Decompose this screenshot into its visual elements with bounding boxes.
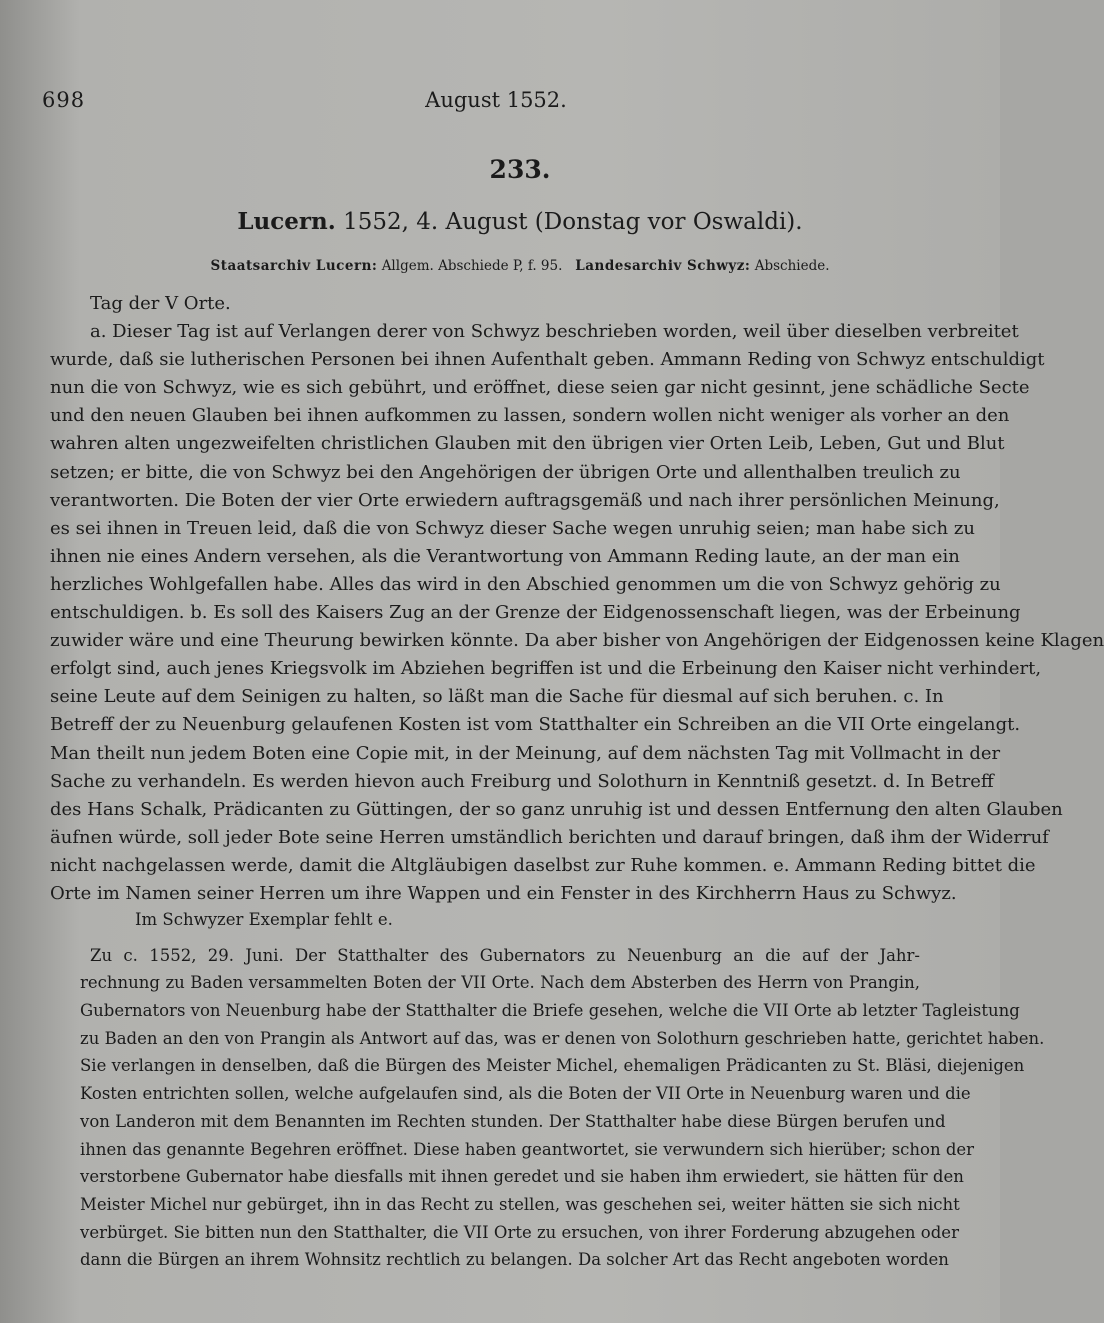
- note-line: zu Baden an den von Prangin als Antwort auf das, was er denen von Solothurn geschrieben hatte, gerichtet haben.: [80, 1028, 1045, 1048]
- text-line: Orte im Namen seiner Herren um ihre Wappen und ein Fenster in des Kirchherrn Haus zu Schwyz.: [50, 882, 957, 904]
- note-line: verstorbene Gubernator habe diesfalls mit ihnen geredet und sie haben ihm erwiedert, sie hätten für den: [80, 1167, 964, 1187]
- document-number: 233.: [489, 155, 551, 184]
- source-text-2: Abschiede.: [754, 258, 830, 274]
- text-line: setzen; er bitte, die von Schwyz bei den Angehörigen der übrigen Orte und allenthalben treulich zu: [50, 461, 961, 483]
- text-line: nun die von Schwyz, wie es sich gebührt, und eröffnet, diese seien gar nicht gesinnt, jene schädliche Secte: [50, 377, 1030, 399]
- footnotes: [50, 906, 1045, 1274]
- text-line: seine Leute auf dem Seinigen zu halten, so läßt man die Sache für diesmal auf sich beruhen. c. In: [50, 686, 944, 708]
- text-line: a. Dieser Tag ist auf Verlangen derer von Schwyz beschrieben worden, weil über dieselben verbreitet: [90, 321, 1019, 343]
- note-line: Kosten entrichten sollen, welche aufgelaufen sind, als die Boten der VII Orte in Neuenburg waren und die: [80, 1084, 971, 1104]
- main-text: [50, 290, 1104, 908]
- text-line: Sache zu verhandeln. Es werden hievon auch Freiburg und Solothurn in Kenntniß gesetzt. d. In Betreff: [50, 770, 994, 792]
- text-line: verantworten. Die Boten der vier Orte erwiedern auftragsgemäß und nach ihrer persönlichen Meinung,: [50, 489, 1000, 511]
- text-line: wurde, daß sie lutherischen Personen bei ihnen Aufenthalt geben. Ammann Reding von Schwyz entschuldigt: [50, 349, 1045, 371]
- note-line: von Landeron mit dem Benannten im Rechten stunden. Der Statthalter habe diese Bürgen berufen und: [80, 1111, 946, 1131]
- title-date: 1552, 4. August (Donstag vor Oswaldi).: [343, 209, 803, 235]
- text-line: ihnen nie eines Andern versehen, als die Verantwortung von Ammann Reding laute, an der man ein: [50, 545, 960, 567]
- text-line: des Hans Schalk, Prädicanten zu Güttingen, der so ganz unruhig ist und dessen Entfernung den alten Glauben: [50, 798, 1063, 820]
- page-number: 698: [42, 88, 86, 112]
- source-text-1: Allgem. Abschiede P, f. 95.: [381, 258, 563, 274]
- page-header: [42, 88, 920, 116]
- note-line: rechnung zu Baden versammelten Boten der VII Orte. Nach dem Absterben des Herrn von Prangin,: [80, 973, 920, 993]
- source-label-2: Landesarchiv Schwyz:: [575, 258, 751, 274]
- document-title: [0, 208, 1000, 235]
- text-line: entschuldigen. b. Es soll des Kaisers Zug an der Grenze der Eidgenossenschaft liegen, was der Erbeinung: [50, 602, 1021, 624]
- note-line: Gubernators von Neuenburg habe der Statthalter die Briefe gesehen, welche die VII Orte ab letzter Tagleistung: [80, 1001, 1020, 1021]
- note-heading: Im Schwyzer Exemplar fehlt e.: [135, 910, 393, 929]
- note-line: dann die Bürgen an ihrem Wohnsitz rechtlich zu belangen. Da solcher Art das Recht angeboten worden: [80, 1250, 949, 1270]
- source-label-1: Staatsarchiv Lucern:: [210, 258, 378, 274]
- note-line: Zu c. 1552, 29. Juni. Der Statthalter des Gubernators zu Neuenburg an die auf der Jahr-: [90, 945, 920, 965]
- text-line: Man theilt nun jedem Boten eine Copie mit, in der Meinung, auf dem nächsten Tag mit Vollmacht in der: [50, 742, 1001, 764]
- text-line: Betreff der zu Neuenburg gelaufenen Kosten ist vom Statthalter ein Schreiben an die VII Orte eingelangt.: [50, 714, 1021, 736]
- note-line: ihnen das genannte Begehren eröffnet. Diese haben geantwortet, sie verwundern sich hierüber; schon der: [80, 1139, 975, 1159]
- text-line: Tag der V Orte.: [90, 293, 231, 314]
- note-line: Meister Michel nur gebürget, ihn in das Recht zu stellen, was geschehen sei, weiter hätten sie sich nicht: [80, 1194, 960, 1214]
- text-line: nicht nachgelassen werde, damit die Altgläubigen daselbst zur Ruhe kommen. e. Ammann Reding bittet die: [50, 854, 1036, 876]
- text-line: wahren alten ungezweifelten christlichen Glauben mit den übrigen vier Orten Leib, Leben, Gut und Blut: [50, 433, 1005, 455]
- text-line: und den neuen Glauben bei ihnen aufkommen zu lassen, sondern wollen nicht weniger als vorher an den: [50, 405, 1010, 427]
- text-line: erfolgt sind, auch jenes Kriegsvolk im Abziehen begriffen ist und die Erbeinung den Kaiser nicht verhindert,: [50, 658, 1042, 680]
- text-line: es sei ihnen in Treuen leid, daß die von Schwyz dieser Sache wegen unruhig seien; man habe sich zu: [50, 517, 975, 539]
- text-line: herzliches Wohlgefallen habe. Alles das wird in den Abschied genommen um die von Schwyz gehörig zu: [50, 573, 1001, 595]
- archive-sources: [0, 258, 1000, 274]
- text-line: zuwider wäre und eine Theurung bewirken könnte. Da aber bisher von Angehörigen der Eidgenossen keine Klagen: [50, 630, 1104, 652]
- note-line: verbürget. Sie bitten nun den Statthalter, die VII Orte zu ersuchen, von ihrer Forderung abzugehen oder: [80, 1222, 959, 1242]
- text-line: äufnen würde, soll jeder Bote seine Herren umständlich berichten und darauf bringen, daß ihm der Widerruf: [50, 826, 1049, 848]
- running-head: August 1552.: [425, 88, 567, 112]
- note-line: Sie verlangen in denselben, daß die Bürgen des Meister Michel, ehemaligen Prädicanten zu St. Bläsi, diejenigen: [80, 1056, 1025, 1076]
- title-place: Lucern.: [237, 208, 336, 235]
